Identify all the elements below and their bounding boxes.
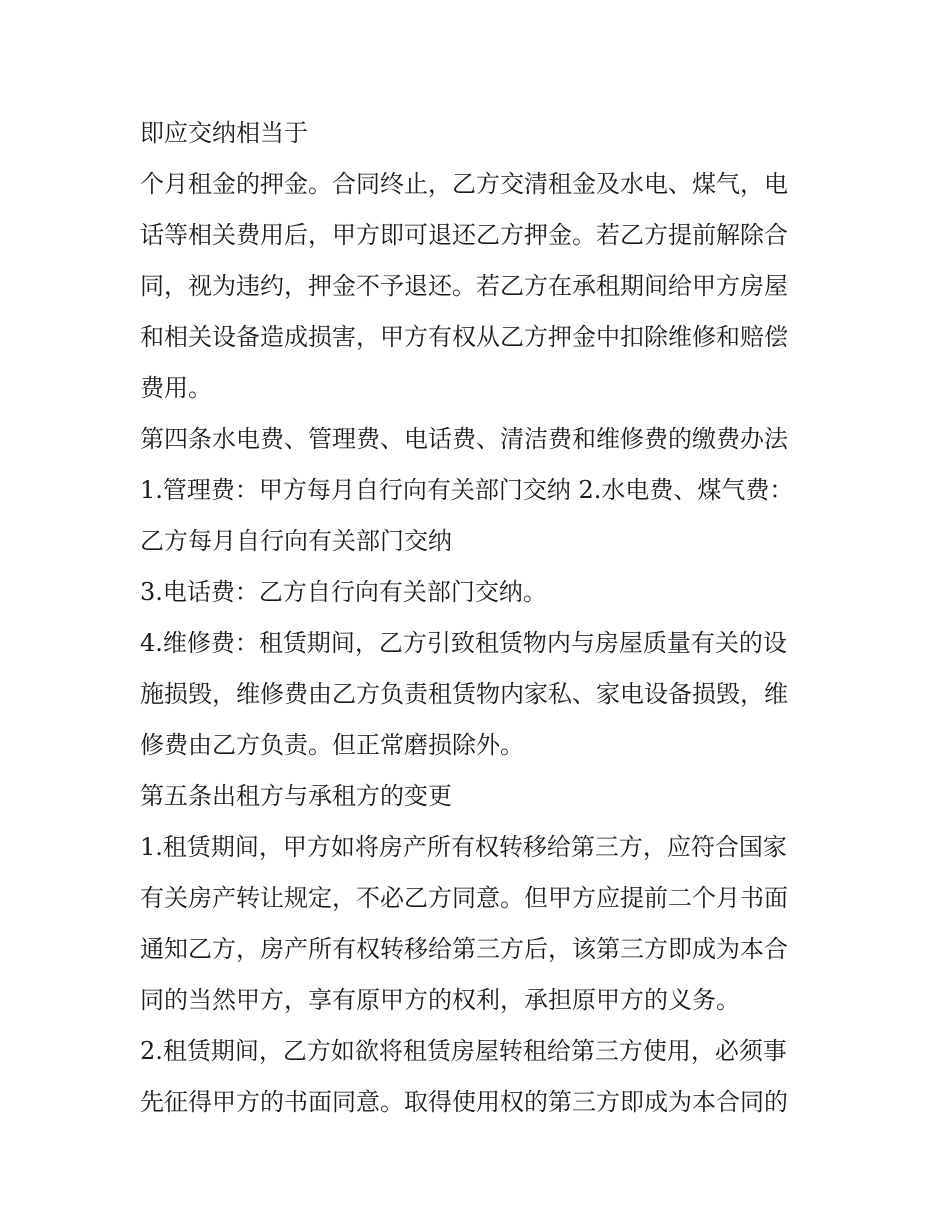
- text-line-4: 同，视为违约，押金不予退还。若乙方在承租期间给甲方房屋: [140, 272, 788, 300]
- text-line-19: 2.租赁期间，乙方如欲将租赁房屋转租给第三方使用，必须事: [140, 1037, 787, 1065]
- text-line-18: 同的当然甲方，享有原甲方的权利，承担原甲方的义务。: [140, 986, 740, 1014]
- section-heading-article-4: 第四条水电费、管理费、电话费、清洁费和维修费的缴费办法: [140, 425, 788, 453]
- text-line-20: 先征得甲方的书面同意。取得使用权的第三方即成为本合同的: [140, 1088, 788, 1116]
- section-heading-article-5: 第五条出租方与承租方的变更: [140, 782, 452, 810]
- text-line-2: 个月租金的押金。合同终止，乙方交清租金及水电、煤气，电: [140, 170, 788, 198]
- contract-text-body: [140, 108, 820, 1128]
- text-line-16: 有关房产转让规定，不必乙方同意。但甲方应提前二个月书面: [140, 884, 788, 912]
- text-line-9: 乙方每月自行向有关部门交纳: [140, 527, 452, 555]
- text-line-3: 话等相关费用后，甲方即可退还乙方押金。若乙方提前解除合: [140, 221, 788, 249]
- text-line-11: 4.维修费：租赁期间，乙方引致租赁物内与房屋质量有关的设: [140, 629, 787, 657]
- text-line-1: 即应交纳相当于: [140, 119, 308, 147]
- text-line-15: 1.租赁期间，甲方如将房产所有权转移给第三方，应符合国家: [140, 833, 787, 861]
- text-line-13: 修费由乙方负责。但正常磨损除外。: [140, 731, 524, 759]
- text-line-10: 3.电话费：乙方自行向有关部门交纳。: [140, 578, 547, 606]
- text-line-6: 费用。: [140, 374, 212, 402]
- text-line-17: 通知乙方，房产所有权转移给第三方后，该第三方即成为本合: [140, 935, 788, 963]
- text-line-8: 1.管理费：甲方每月自行向有关部门交纳 2.水电费、煤气费：: [140, 476, 794, 504]
- text-line-12: 施损毁，维修费由乙方负责租赁物内家私、家电设备损毁，维: [140, 680, 788, 708]
- text-line-5: 和相关设备造成损害，甲方有权从乙方押金中扣除维修和赔偿: [140, 323, 788, 351]
